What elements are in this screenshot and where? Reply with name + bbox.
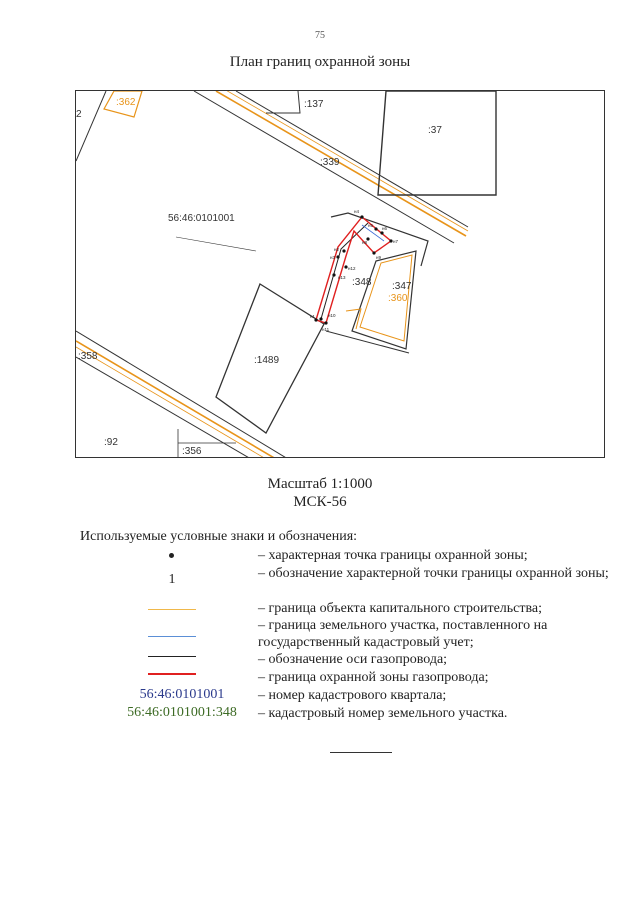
point-label: н4	[354, 209, 359, 214]
parcel-label-137: :137	[304, 99, 324, 110]
legend-heading: Используемые условные знаки и обозначения:	[80, 529, 358, 544]
legend-desc-gas-axis: – обозначение оси газопровода;	[258, 652, 448, 667]
parcel-label-339: :339	[320, 157, 340, 168]
legend-point-symbol	[169, 553, 174, 558]
point-label: н6	[382, 226, 387, 231]
parcel-label-37: :37	[428, 125, 442, 136]
legend-desc-point: – характерная точка границы охранной зоны;	[258, 548, 528, 563]
map-title: План границ охранной зоны	[229, 54, 411, 70]
parcel-label-360: :360	[388, 293, 408, 304]
legend-desc-parcel: – граница земельного участка, поставленного на государственный кадастровый учет;	[258, 618, 548, 650]
point-label: н9	[376, 255, 381, 260]
point-label: н7	[393, 239, 398, 244]
legend-parcel-line	[148, 636, 196, 637]
point-label: н12	[348, 266, 356, 271]
left-boundary	[76, 91, 106, 161]
legend-desc-ocs: – граница объекта капитального строительства;	[258, 601, 543, 616]
parcel-label-1489: :1489	[254, 355, 280, 366]
parcel-label-356: :356	[182, 446, 202, 457]
point-label: н1	[310, 314, 315, 319]
point-label: н5	[368, 223, 373, 228]
point-label: н10	[328, 313, 336, 318]
end-rule	[330, 752, 392, 753]
map-frame	[75, 90, 605, 458]
crs-text: МСК-56	[293, 494, 347, 510]
point-label: н13	[338, 275, 346, 280]
legend-gas-axis-line	[148, 656, 196, 657]
quarter-label: 56:46:0101001	[168, 213, 235, 224]
legend-desc-parcel-number: – кадастровый номер земельного участка.	[258, 706, 508, 721]
cadastral-map	[76, 91, 605, 458]
thin-line	[176, 237, 256, 251]
building-37	[378, 91, 496, 195]
point-label: н2	[334, 247, 339, 252]
point-label: н8	[362, 240, 367, 245]
parcel-label-92: :92	[104, 437, 118, 448]
parcel-label-2: 2	[76, 109, 82, 120]
parcel-348-347	[326, 213, 428, 353]
scale-text: Масштаб 1:1000	[267, 476, 373, 492]
legend-zone-line	[148, 673, 196, 675]
parcel-label-348: :348	[352, 277, 372, 288]
page-number: 75	[315, 30, 325, 41]
legend-ocs-line	[148, 609, 196, 610]
parcel-label-362: :362	[116, 97, 136, 108]
legend-desc-number: – обозначение характерной точки границы охранной зоны;	[258, 566, 609, 581]
legend-desc-quarter: – номер кадастрового квартала;	[258, 688, 447, 703]
parcel-137	[266, 91, 300, 113]
legend-parcel-sample: 56:46:0101001:348	[127, 705, 237, 720]
legend-desc-zone: – граница охранной зоны газопровода;	[258, 670, 489, 685]
parcel-label-347: :347	[392, 281, 412, 292]
legend-quarter-sample: 56:46:0101001	[139, 687, 225, 702]
point-label: н11	[322, 327, 330, 332]
legend-number-sample: 1	[168, 572, 176, 587]
parcel-label-358: :358	[78, 351, 98, 362]
point-label: н3	[330, 255, 335, 260]
